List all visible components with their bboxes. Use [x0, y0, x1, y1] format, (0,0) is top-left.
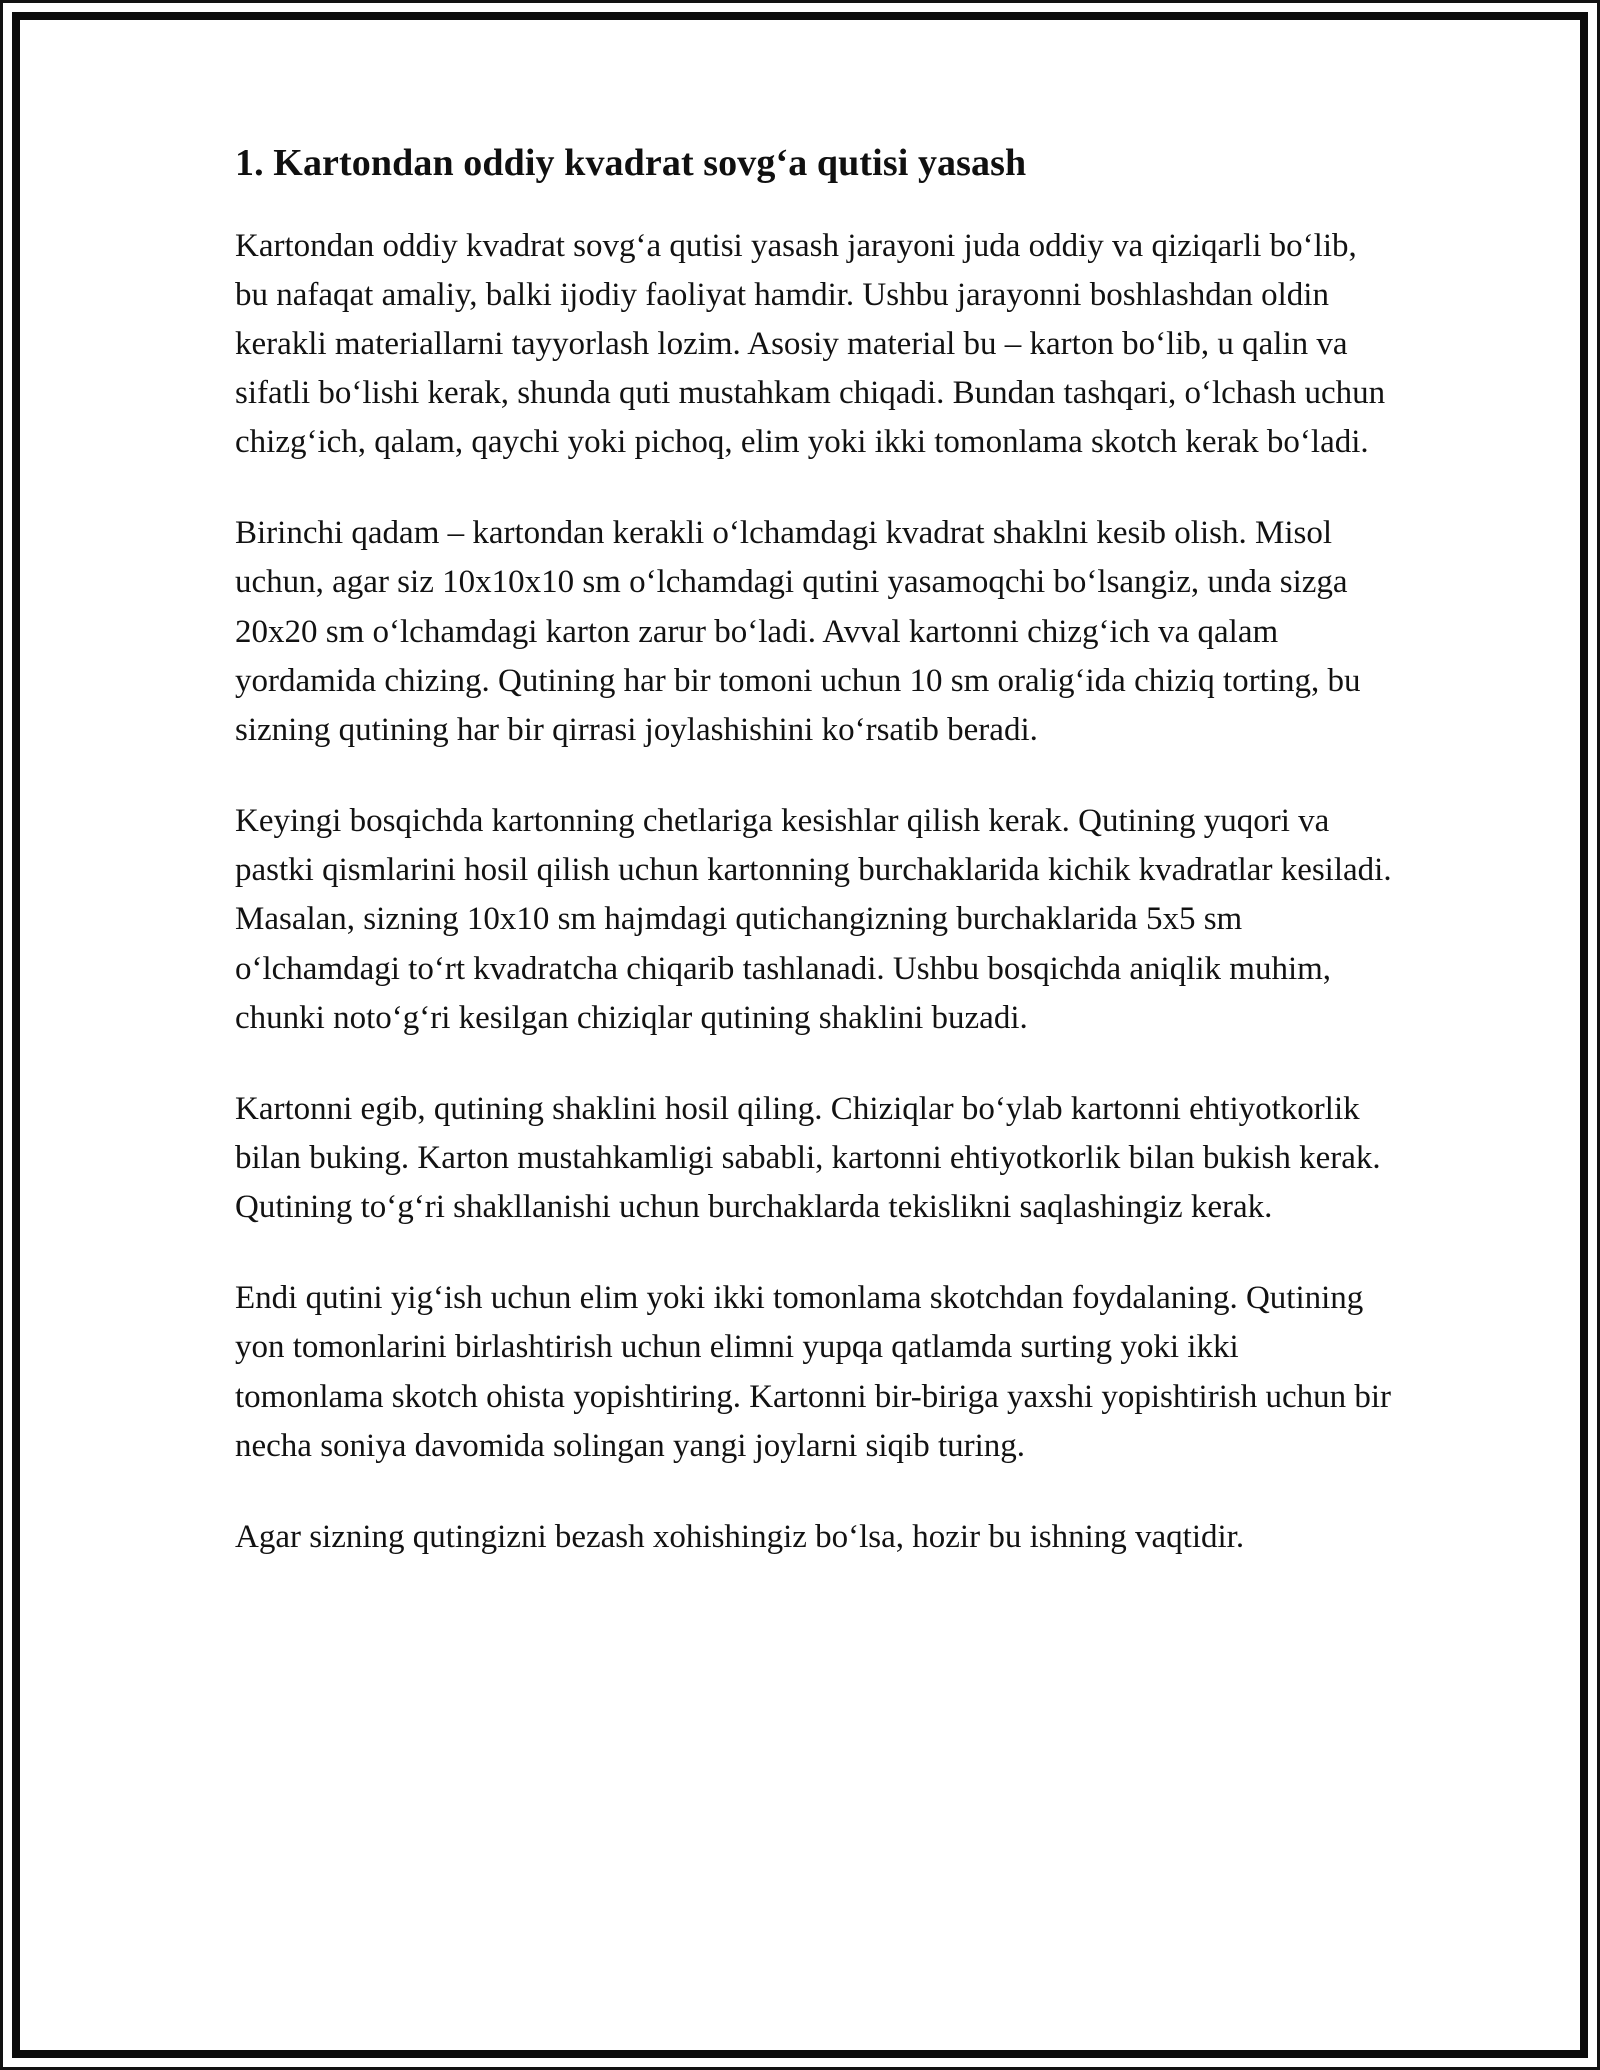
- section-heading: 1. Kartondan oddiy kvadrat sovg‘a qutisi yasash: [235, 142, 1027, 184]
- body-paragraph: Kartonni egib, qutining shaklini hosil qiling. Chiziqlar bo‘ylab kartonni ehtiyotkorlik bilan buking. Karton mustahkamligi sababli, kartonni ehtiyotkorlik bilan bukish kerak. Qutining to‘g‘ri shakllanishi uchun burchaklarda tekislikni saqlashingiz kerak.: [235, 1090, 1381, 1226]
- body-paragraph: Endi qutini yig‘ish uchun elim yoki ikki tomonlama skotchdan foydalaning. Qutining yon tomonlarini birlashtirish uchun elimni yupqa qatlamda surting yoki ikki tomonlama skotch ohista yopishtiring. Kartonni bir-biriga yaxshi yopishtirish uchun bir necha soniya davomida solingan yangi joylarni siqib turing.: [235, 1280, 1392, 1464]
- body-paragraph: Agar sizning qutingizni bezash xohishingiz bo‘lsa, hozir bu ishning vaqtidir.: [235, 1518, 1245, 1555]
- page-sheet: [28, 28, 1572, 2042]
- body-paragraph: Keyingi bosqichda kartonning chetlariga kesishlar qilish kerak. Qutining yuqori va pastki qismlarini hosil qilish uchun kartonning burchaklarida kichik kvadratlar kesiladi. Masalan, sizning 10x10 sm hajmdagi qutichangizning burchaklarida 5x5 sm o‘lchamdagi to‘rt kvadratcha chiqarib tashlanadi. Ushbu bosqichda aniqlik muhim, chunki noto‘g‘ri kesilgan chiziqlar qutining shaklini buzadi.: [235, 803, 1392, 1036]
- body-paragraph: Kartondan oddiy kvadrat sovg‘a qutisi yasash jarayoni juda oddiy va qiziqarli bo‘lib, bu nafaqat amaliy, balki ijodiy faoliyat hamdir. Ushbu jarayonni boshlashdan oldin kerakli materiallarni tayyorlash lozim. Asosiy material bu – karton bo‘lib, u qalin va sifatli bo‘lishi kerak, shunda quti mustahkam chiqadi. Bundan tashqari, o‘lchash uchun chizg‘ich, qalam, qaychi yoki pichoq, elim yoki ikki tomonlama skotch kerak bo‘ladi.: [235, 227, 1386, 461]
- body-paragraph: Birinchi qadam – kartondan kerakli o‘lchamdagi kvadrat shaklni kesib olish. Misol uchun, agar siz 10x10x10 sm o‘lchamdagi qutini yasamoqchi bo‘lsangiz, unda sizga 20x20 sm o‘lchamdagi karton zarur bo‘ladi. Avval kartonni chizg‘ich va qalam yordamida chizing. Qutining har bir tomoni uchun 10 sm oralig‘ida chiziq torting, bu sizning qutining har bir qirrasi joylashishini ko‘rsatib beradi.: [235, 515, 1361, 748]
- document-body: [235, 140, 1395, 1562]
